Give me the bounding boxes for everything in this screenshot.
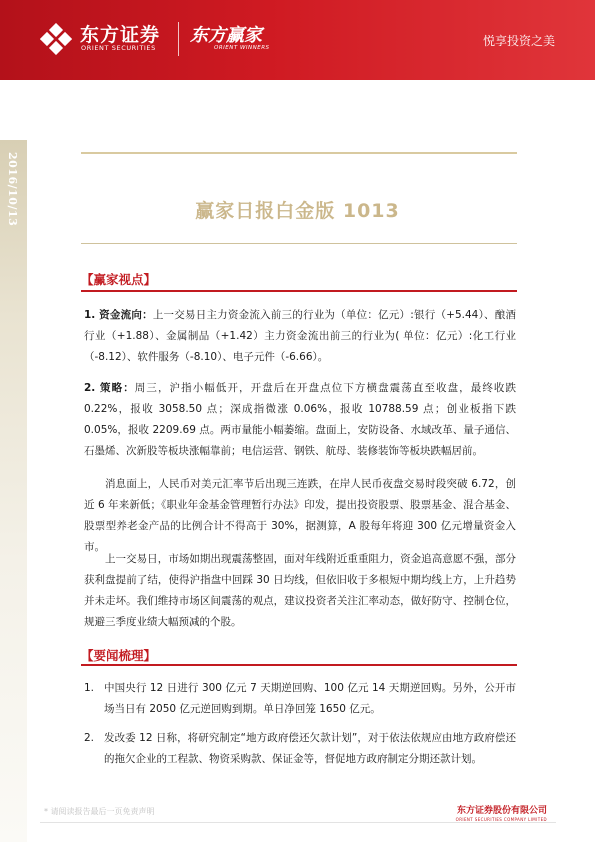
section-rule-view <box>81 290 517 292</box>
list-item-text: 发改委 12 日称，将研究制定“地方政府偿还欠款计划”，对于依法依规应由地方政府偿还的拖欠企业的工程款、物资采购款、保证金等，督促地方政府制定分期还款计划。 <box>104 732 516 765</box>
section-heading-view: 【赢家视点】 <box>81 272 157 287</box>
section-rule-news <box>81 664 517 666</box>
disclaimer-note: * 请阅读报告最后一页免责声明 <box>44 807 155 816</box>
logo-name: 东方证券 <box>80 24 161 46</box>
strategy-label: 2. 策略： <box>84 382 135 394</box>
paragraph-market-view: 上一交易日，市场如期出现震荡整固，面对年线附近重重阻力，资金追高意愿不强，部分获利盘提前了结，使得沪指盘中回踩 30 日均线，但依旧收于多根短中期均线上方，上升趋势并未走坏。我们维持市场区间震荡的观点，建议投资者关注汇率动态，做好防守、控制仓位，规避三季度业绩大幅预减的个股。 <box>84 553 516 628</box>
title-top-rule <box>81 152 517 154</box>
paragraph-capital-flow <box>84 305 516 368</box>
title-bottom-rule <box>81 243 517 244</box>
page-title: 赢家日报白金版 1013 <box>195 200 400 222</box>
footer-rule <box>40 822 556 823</box>
strategy-text: 周三，沪指小幅低开，开盘后在开盘点位下方横盘震荡直至收盘，最终收跌 0.22%，报收 3058.50 点；深成指微涨 0.06%，报收 10788.59 点；创业板指下跌 0.05%，报收 2209.69 点。两市量能小幅萎缩。盘面上，安防设备、水域改革、量子通信、石墨烯、次新股等板块涨幅靠前；电信运营、钢铁、航母、装修装饰等板块跌幅居前。 <box>84 382 517 457</box>
footer-company-english: ORIENT SECURITIES COMPANY LIMITED <box>455 817 547 822</box>
side-date-tab <box>0 140 27 842</box>
list-item-number: 2. <box>84 732 95 744</box>
section-heading-news: 【要闻梳理】 <box>81 648 157 663</box>
header-slogan: 悦享投资之美 <box>482 34 555 48</box>
list-item <box>84 678 516 720</box>
footer-company-name: 东方证券股份有限公司 <box>456 806 547 816</box>
list-item-number: 1. <box>84 682 95 694</box>
capital-flow-text: 上一交易日主力资金流入前三的行业为（单位：亿元）:银行（+5.44）、酿酒行业（+1.88）、金属制品（+1.42）主力资金流出前三的行业为( 单位：亿元）:化工行业（-8.12）、软件服务（-8.10）、电子元件（-6.66）。 <box>84 309 516 363</box>
paragraph-strategy <box>84 378 516 462</box>
orient-logo-icon <box>40 23 72 55</box>
capital-flow-label: 1. 资金流向： <box>84 309 153 321</box>
paragraph-news-context: 消息面上，人民币对美元汇率节后出现三连跌，在岸人民币夜盘交易时段突破 6.72，创近 6 年来新低；《职业年金基金管理暂行办法》印发，提出投资股票、股票基金、混合基金、股票型养老金产品的比例合计不得高于 30%，据测算，A 股每年将迎 300 亿元增量资金入市。 <box>84 478 516 553</box>
report-date: 2016/10/13 <box>6 152 19 227</box>
list-item-text: 中国央行 12 日进行 300 亿元 7 天期逆回购、100 亿元 14 天期逆回购。另外，公开市场当日有 2050 亿元逆回购到期。单日净回笼 1650 亿元。 <box>104 682 516 715</box>
list-item <box>84 728 516 770</box>
logo-english: ORIENT SECURITIES <box>81 44 156 52</box>
header-divider <box>178 22 179 56</box>
winners-brand-english: ORIENT WINNERS <box>214 45 270 51</box>
header-banner <box>0 0 595 80</box>
winners-brand: 东方赢家 <box>190 25 262 46</box>
